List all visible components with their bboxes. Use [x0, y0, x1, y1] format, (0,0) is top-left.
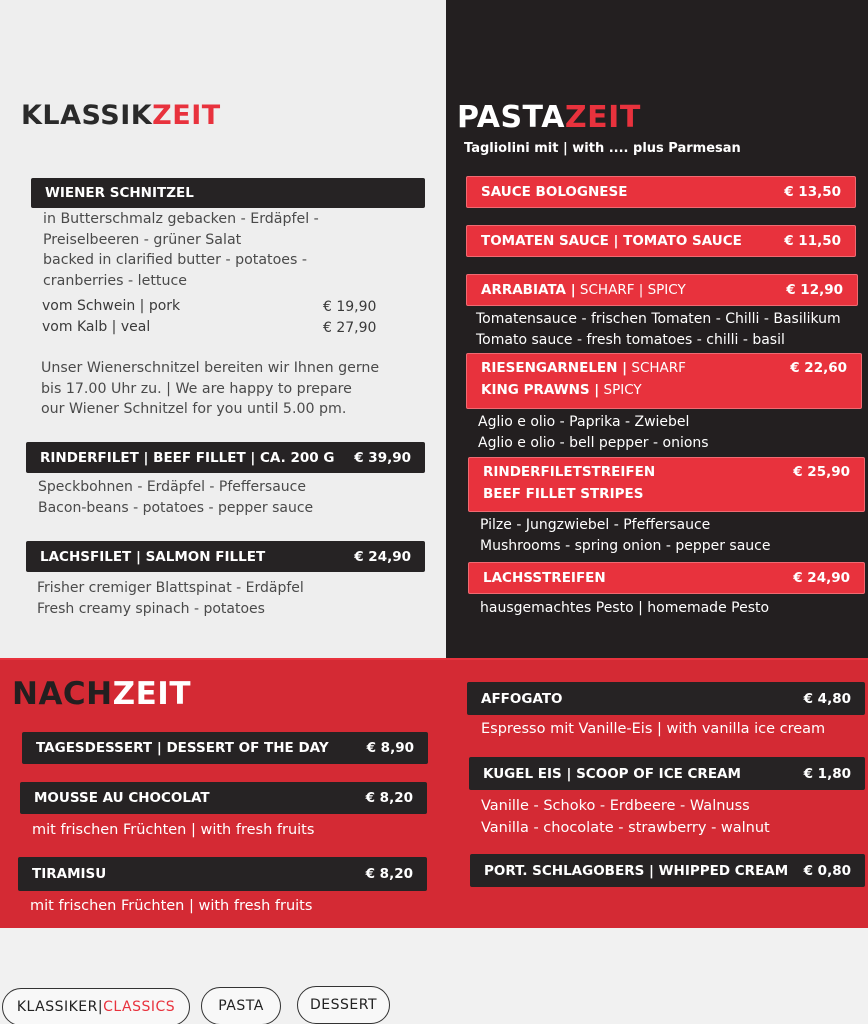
- pasta-prawns-desc: Aglio e olio - Paprika - Zwiebel Aglio e olio - bell pepper - onions: [478, 414, 709, 451]
- affogato-bar: AFFOGATO € 4,80: [467, 682, 865, 715]
- nach-title: NACHZEIT: [12, 676, 191, 712]
- pasta-beef-stripes-desc: Pilze - Jungzwiebel - Pfeffersauce Mushrooms - spring onion - pepper sauce: [480, 517, 771, 554]
- tab-dessert[interactable]: DESSERT: [297, 986, 390, 1024]
- pasta-bolognese-bar: SAUCE BOLOGNESE € 13,50: [466, 176, 856, 208]
- schnitzel-desc: in Butterschmalz gebacken - Erdäpfel - Preiselbeeren - grüner Salat backed in clarified butter - potatoes - cranberries - lettuce: [43, 211, 319, 289]
- ice-cream-bar: KUGEL EIS | SCOOP OF ICE CREAM € 1,80: [469, 757, 865, 790]
- pasta-beef-stripes-bar: RINDERFILETSTREIFEN BEEF FILLET STRIPES € 25,90: [468, 457, 865, 512]
- schnitzel-variant-pork: vom Schwein | pork: [42, 298, 181, 314]
- tiramisu-bar: TIRAMISU € 8,20: [18, 857, 427, 891]
- affogato-desc: Espresso mit Vanille-Eis | with vanilla ice cream: [481, 721, 826, 737]
- tab-pasta[interactable]: PASTA: [201, 987, 281, 1024]
- tab-klassiker[interactable]: KLASSIKER | CLASSICS: [2, 988, 190, 1024]
- pasta-arrabiata-desc: Tomatensauce - frischen Tomaten - Chilli - Basilikum Tomato sauce - fresh tomatoes - chilli - basil: [476, 311, 841, 348]
- pasta-prawns-bar: RIESENGARNELEN | SCHARF KING PRAWNS | SPICY € 22,60: [466, 353, 862, 409]
- schnitzel-note: Unser Wienerschnitzel bereiten wir Ihnen gerne bis 17.00 Uhr zu. | We are happy to prepare our Wiener Schnitzel for you until 5.00 pm.: [41, 360, 380, 417]
- pasta-title: PASTAZEIT: [457, 100, 641, 135]
- mousse-bar: MOUSSE AU CHOCOLAT € 8,20: [20, 782, 427, 814]
- whipped-cream-bar: PORT. SCHLAGOBERS | WHIPPED CREAM € 0,80: [470, 854, 865, 887]
- ice-cream-desc: Vanille - Schoko - Erdbeere - Walnuss Vanilla - chocolate - strawberry - walnut: [481, 798, 770, 836]
- lachsfilet-desc: Frisher cremiger Blattspinat - Erdäpfel Fresh creamy spinach - potatoes: [37, 580, 304, 617]
- pasta-subtitle: Tagliolini mit | with .... plus Parmesan: [464, 141, 741, 156]
- wiener-schnitzel-bar: WIENER SCHNITZEL: [31, 178, 425, 208]
- klassik-title: KLASSIKZEIT: [21, 100, 221, 131]
- schnitzel-price-veal: € 27,90: [323, 320, 377, 336]
- mousse-desc: mit frischen Früchten | with fresh fruits: [32, 822, 315, 838]
- panel-divider: [0, 658, 868, 660]
- pasta-salmon-stripes-bar: LACHSSTREIFEN € 24,90: [468, 562, 865, 594]
- schnitzel-price-pork: € 19,90: [323, 299, 377, 315]
- rinderfilet-desc: Speckbohnen - Erdäpfel - Pfeffersauce Bacon-beans - potatoes - pepper sauce: [38, 479, 314, 516]
- rinderfilet-bar: RINDERFILET | BEEF FILLET | CA. 200 G € 39,90: [26, 442, 425, 473]
- pasta-salmon-stripes-desc: hausgemachtes Pesto | homemade Pesto: [480, 600, 770, 616]
- pasta-arrabiata-bar: ARRABIATA | SCHARF | SPICY € 12,90: [466, 274, 858, 306]
- dessert-of-the-day-bar: TAGESDESSERT | DESSERT OF THE DAY € 8,90: [22, 732, 428, 764]
- tiramisu-desc: mit frischen Früchten | with fresh fruits: [30, 898, 313, 914]
- pasta-tomato-bar: TOMATEN SAUCE | TOMATO SAUCE € 11,50: [466, 225, 856, 257]
- schnitzel-variant-veal: vom Kalb | veal: [42, 319, 151, 335]
- lachsfilet-bar: LACHSFILET | SALMON FILLET € 24,90: [26, 541, 425, 572]
